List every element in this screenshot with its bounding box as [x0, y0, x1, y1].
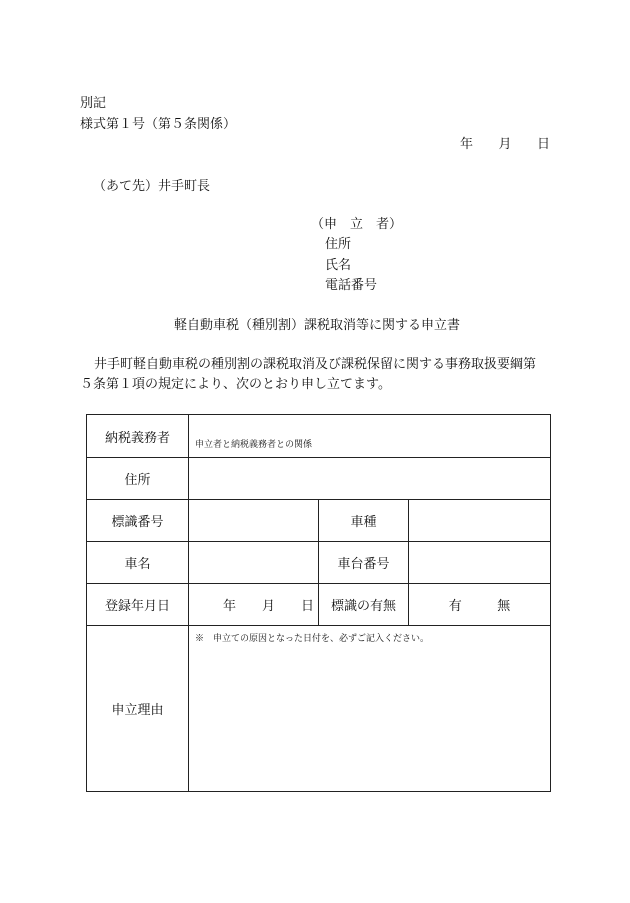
- taxpayer-label: 納税義務者: [87, 415, 189, 458]
- applicant-address-label: 住所: [325, 237, 352, 252]
- reason-field[interactable]: [189, 626, 551, 792]
- year-label: 年: [460, 137, 474, 152]
- day-label: 日: [536, 137, 550, 152]
- vehicle-type-field[interactable]: [409, 500, 551, 542]
- applicant-name-label: 氏名: [325, 258, 352, 273]
- table-row: [87, 458, 551, 500]
- reason-note: ※ 申立ての原因となった日付を、必ずご記入ください。: [195, 634, 430, 644]
- table-row: [87, 626, 551, 792]
- applicant-phone-label: 電話番号: [325, 278, 378, 293]
- presence-no-option[interactable]: 無: [497, 599, 511, 614]
- table-row: [87, 500, 551, 542]
- reason-label: 申立理由: [87, 626, 189, 792]
- registration-date-label: 登録年月日: [87, 584, 189, 626]
- chassis-number-field[interactable]: [409, 542, 551, 584]
- plate-number-field[interactable]: [189, 500, 319, 542]
- address-field[interactable]: [189, 458, 551, 500]
- body-text-line-2: ５条第１項の規定により、次のとおり申し立てます。: [80, 377, 391, 392]
- date-line: [460, 138, 550, 151]
- taxpayer-field[interactable]: [189, 415, 551, 458]
- reg-year-label: 年: [223, 599, 237, 614]
- reg-month-label: 月: [261, 599, 275, 614]
- plate-presence-field[interactable]: [409, 584, 551, 626]
- addressee: （あて先）井手町長: [93, 179, 211, 194]
- table-row: [87, 584, 551, 626]
- plate-number-label: 標識番号: [87, 500, 189, 542]
- vehicle-name-field[interactable]: [189, 542, 319, 584]
- chassis-number-label: 車台番号: [319, 542, 409, 584]
- address-label: 住所: [87, 458, 189, 500]
- applicant-heading: （申 立 者）: [311, 217, 403, 232]
- table-row: [87, 415, 551, 458]
- form-number: 様式第１号（第５条関係）: [80, 117, 237, 132]
- appendix-label: 別記: [80, 96, 107, 111]
- vehicle-type-label: 車種: [319, 500, 409, 542]
- table-row: [87, 542, 551, 584]
- registration-date-field[interactable]: [189, 584, 319, 626]
- body-text-line-1: 井手町軽自動車税の種別割の課税取消及び課税保留に関する事務取扱要綱第: [94, 357, 537, 372]
- month-label: 月: [498, 137, 512, 152]
- vehicle-name-label: 車名: [87, 542, 189, 584]
- presence-yes-option[interactable]: 有: [448, 599, 462, 614]
- relation-note: 申立者と納税義務者との関係: [195, 440, 313, 450]
- application-table: [86, 414, 551, 792]
- reg-day-label: 日: [300, 599, 314, 614]
- document-title: 軽自動車税（種別割）課税取消等に関する申立書: [174, 318, 461, 333]
- plate-presence-label: 標識の有無: [319, 584, 409, 626]
